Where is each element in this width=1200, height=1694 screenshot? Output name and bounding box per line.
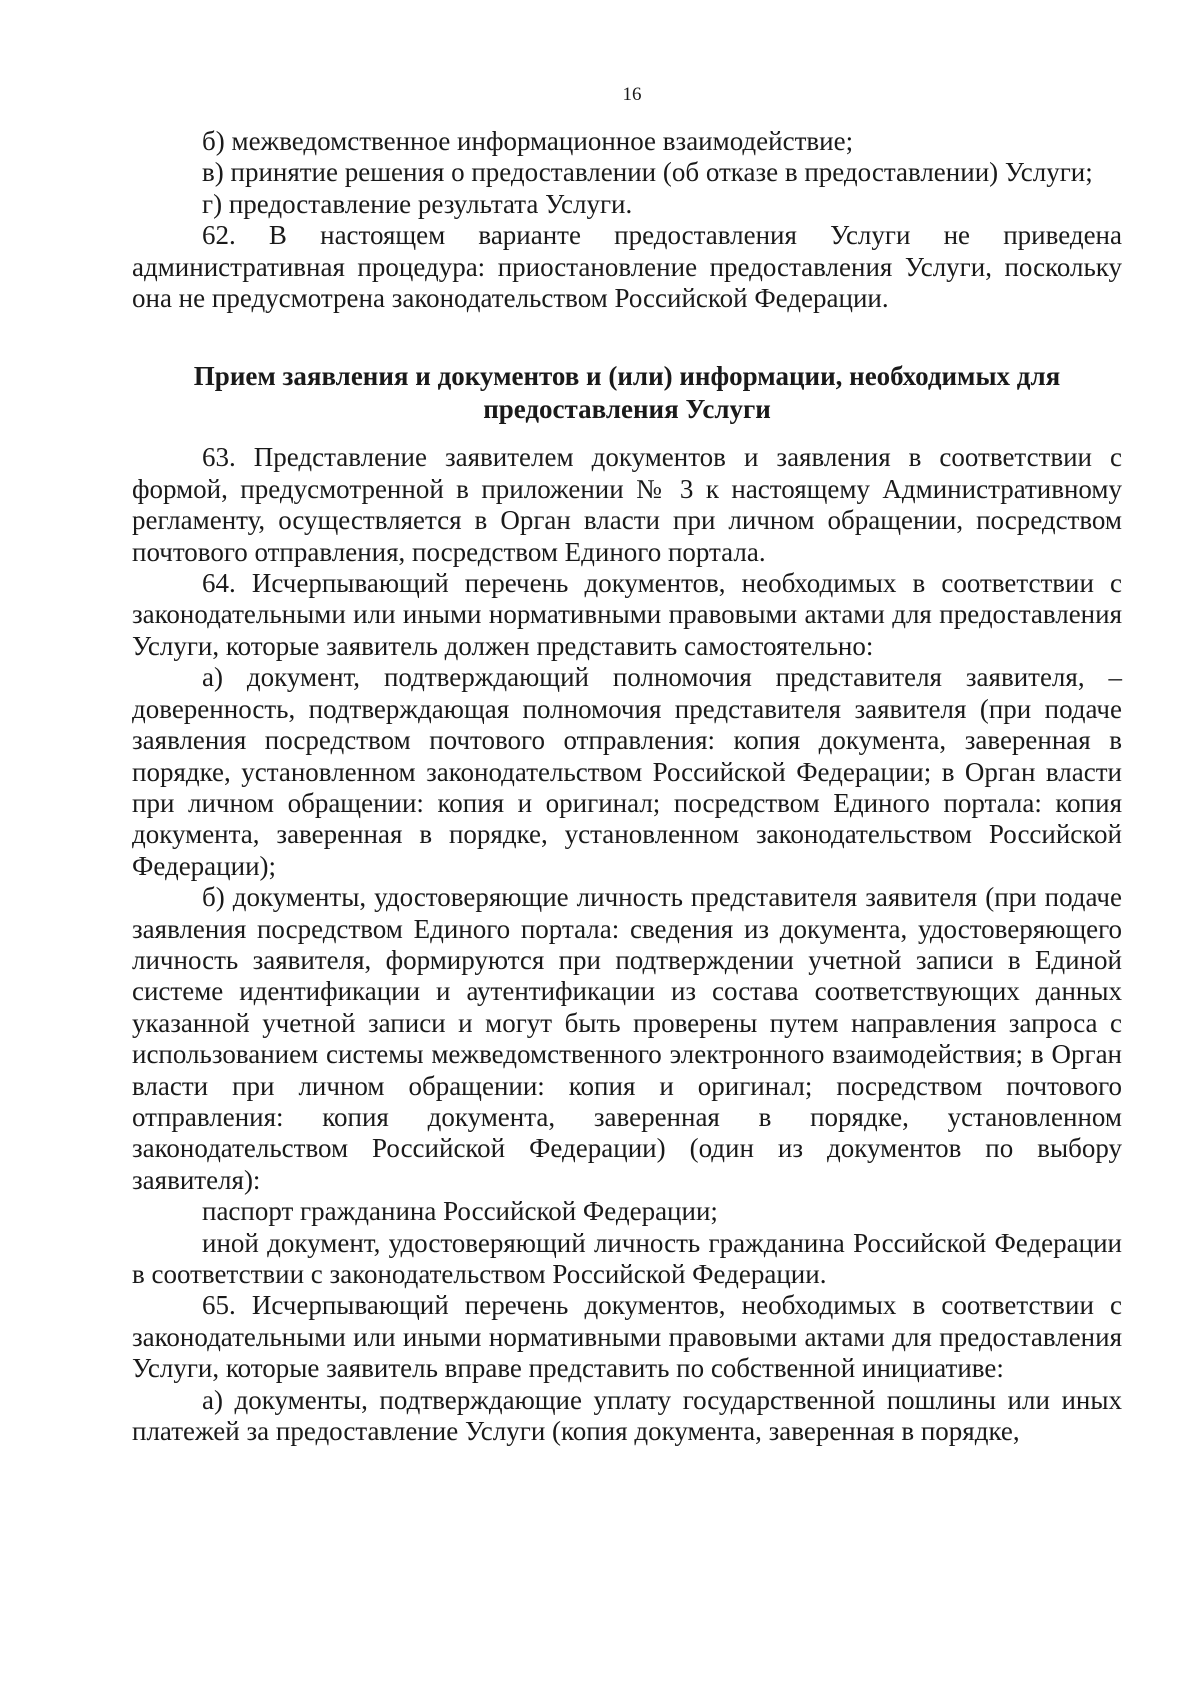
paragraph-64-a: а) документ, подтверждающий полномочия представителя заявителя, – доверенность, подтверждающая полномочия представителя заявителя (при подаче заявления посредством почтового отправления: копия документа, заверенная в порядке, установленном законодательством Российской Федерации; в Орган власти при личном обращении: копия и оригинал; посредством Единого портала: копия документа, заверенная в порядке, установленном законодательством Российской Федерации); bbox=[132, 662, 1122, 881]
list-item-b-interagency: б) межведомственное информационное взаимодействие; bbox=[202, 126, 854, 156]
section-heading bbox=[132, 360, 1122, 426]
paragraph-63: 63. Представление заявителем документов и заявления в соответствии с формой, предусмотренной в приложении № 3 к настоящему Административному регламенту, осуществляется в Орган власти при личном обращении, посредством почтового отправления, посредством Единого портала. bbox=[132, 442, 1122, 567]
section-heading-line-2: предоставления Услуги bbox=[483, 394, 771, 425]
paragraph-65-a: а) документы, подтверждающие уплату государственной пошлины или иных платежей за предоставление Услуги (копия документа, заверенная в порядке, bbox=[132, 1384, 1122, 1447]
document-page bbox=[132, 84, 1122, 1447]
paragraph-64-b: б) документы, удостоверяющие личность представителя заявителя (при подаче заявления посредством Единого портала: сведения из документа, удостоверяющего личность заявителя, формируются при подтверждении учетной записи в Единой системе идентификации и аутентификации из состава соответствующих данных указанной учетной записи и могут быть проверены путем направления запроса с использованием системы межведомственного электронного взаимодействия; в Орган власти при личном обращении: копия и оригинал; посредством почтового отправления: копия документа, заверенная в порядке, установленном законодательством Российской Федерации) (один из документов по выбору заявителя): bbox=[132, 882, 1122, 1195]
paragraph-passport: паспорт гражданина Российской Федерации; bbox=[202, 1196, 718, 1227]
paragraph-65: 65. Исчерпывающий перечень документов, необходимых в соответствии с законодательными или иными нормативными правовыми актами для предоставления Услуги, которые заявитель вправе представить по собственной инициативе: bbox=[132, 1290, 1122, 1384]
paragraph-62: 62. В настоящем варианте предоставления Услуги не приведена административная процедура: приостановление предоставления Услуги, поскольку она не предусмотрена законодательством Российской Федерации. bbox=[132, 220, 1122, 314]
list-item-g-result: г) предоставление результата Услуги. bbox=[202, 188, 633, 219]
list-item-v-decision: в) принятие решения о предоставлении (об отказе в предоставлении) Услуги; bbox=[202, 157, 1093, 188]
page-number: 16 bbox=[622, 84, 642, 105]
section-heading-line-1: Прием заявления и документов и (или) информации, необходимых для bbox=[193, 361, 1061, 392]
paragraph-other-document: иной документ, удостоверяющий личность гражданина Российской Федерации в соответствии с законодательством Российской Федерации. bbox=[132, 1227, 1122, 1289]
paragraph-64: 64. Исчерпывающий перечень документов, необходимых в соответствии с законодательными или иными нормативными правовыми актами для предоставления Услуги, которые заявитель должен представить самостоятельно: bbox=[132, 568, 1122, 661]
